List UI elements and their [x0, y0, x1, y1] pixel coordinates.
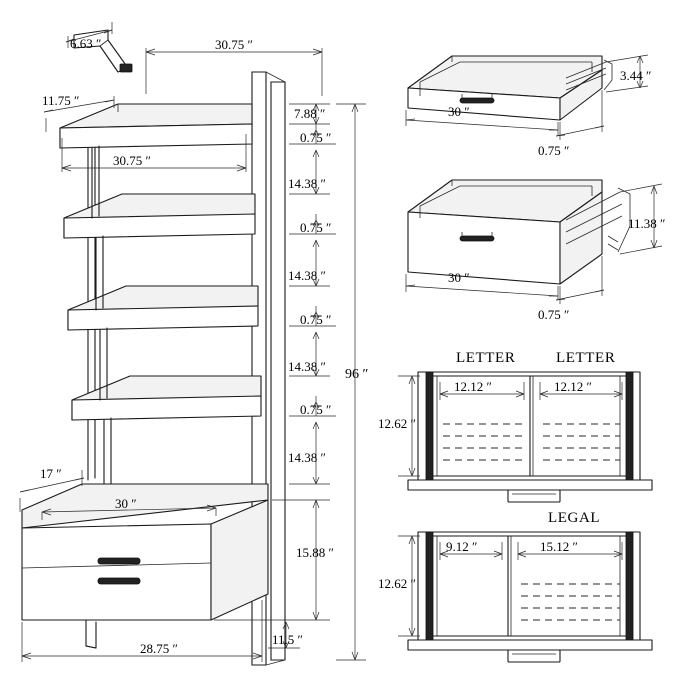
- dim-upper-depth: 11.75 ″: [42, 93, 80, 108]
- large-drawer-drawing: [406, 180, 665, 322]
- dim-legal-depth: 12.62 ″: [378, 576, 416, 591]
- dim-cabinet-width: 30 ″: [115, 496, 137, 511]
- dim-large-drawer-thickness: 0.75 ″: [538, 307, 570, 322]
- dim-large-drawer-width: 30 ″: [448, 270, 470, 285]
- letter-file-layout-drawing: [378, 350, 652, 502]
- legal-drawer-handle: [508, 650, 560, 662]
- dim-thickness-2: 0.75 ″: [300, 220, 332, 235]
- dim-thickness-1: 0.75 ″: [300, 130, 332, 145]
- legal-right-rail: [626, 532, 633, 640]
- dim-shelf-width: 30.75 ″: [113, 153, 151, 168]
- bracket-foot: [120, 64, 132, 72]
- letter-drawer-outline: [418, 372, 640, 480]
- lower-drawer-handle: [98, 578, 140, 584]
- dim-top-rise: 7.88 ″: [294, 106, 326, 121]
- dim-large-drawer-height: 11.38 ″: [628, 216, 666, 231]
- large-drawer-front: [408, 212, 560, 284]
- shelf-top: [60, 104, 252, 148]
- dim-cabinet-depth: 17 ″: [40, 466, 62, 481]
- legal-drawer-face: [408, 640, 652, 650]
- legal-left-rail: [426, 532, 433, 640]
- dim-thickness-3: 0.75 ″: [300, 312, 332, 327]
- dim-leg-height: 11.5 ″: [272, 632, 303, 647]
- letter-drawer-face: [408, 480, 652, 490]
- cabinet-side: [211, 500, 268, 620]
- letter-drawer-handle: [508, 490, 560, 502]
- dim-gap-3: 14.38 ″: [288, 359, 326, 374]
- dim-small-drawer-height: 3.44 ″: [620, 68, 652, 83]
- dim-legal-width-right: 15.12 ″: [540, 539, 578, 554]
- dim-cabinet-height: 15.88 ″: [296, 545, 334, 560]
- dim-small-drawer-thickness: 0.75 ″: [538, 143, 570, 158]
- cabinet-front: [22, 524, 211, 620]
- dim-gap-2: 14.38 ″: [288, 268, 326, 283]
- dim-gap-4: 14.38 ″: [288, 450, 326, 465]
- legal-title: LEGAL: [548, 510, 601, 526]
- dim-thickness-4: 0.75 ″: [300, 402, 332, 417]
- upper-drawer-handle: [98, 558, 140, 564]
- dim-letter-width-right: 12.12 ″: [554, 379, 592, 394]
- dim-top-depth-small: 6.63 ″: [70, 36, 102, 51]
- large-drawer-handle: [460, 236, 494, 241]
- letter-left-rail: [426, 372, 433, 480]
- dim-legal-width-left: 9.12 ″: [446, 539, 478, 554]
- small-drawer-handle: [460, 98, 494, 103]
- cabinet-leg-front: [86, 620, 96, 648]
- dim-gap-1: 14.38 ″: [288, 176, 326, 191]
- legal-file-layout-drawing: [378, 510, 652, 662]
- shelf-2: [64, 194, 255, 238]
- ladder-shelf-drawing: [20, 22, 369, 665]
- dim-letter-width-left: 12.12 ″: [454, 379, 492, 394]
- dim-base-width: 28.75 ″: [140, 641, 178, 656]
- dim-letter-depth: 12.62 ″: [378, 416, 416, 431]
- drawer-cabinet: [22, 484, 268, 648]
- dim-overall-height: 96 ″: [345, 367, 369, 382]
- letter-title-left: LETTER: [456, 350, 516, 366]
- small-drawer-drawing: [406, 55, 651, 158]
- dim-small-drawer-width: 30 ″: [448, 104, 470, 119]
- dim-top-width: 30.75 ″: [215, 37, 253, 52]
- letter-title-right: LETTER: [556, 350, 616, 366]
- letter-right-rail: [626, 372, 633, 480]
